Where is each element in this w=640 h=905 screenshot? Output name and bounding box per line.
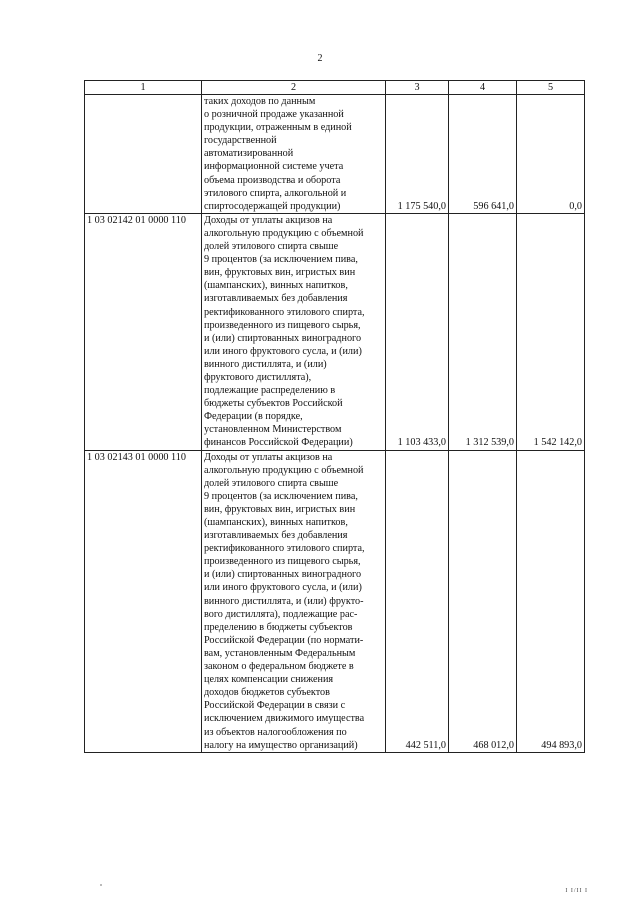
revenue-description bbox=[202, 213, 386, 450]
amount-column-3: 1 175 540,0 bbox=[386, 95, 449, 214]
description-line: таких доходов по данным bbox=[204, 96, 316, 107]
budget-revenue-table bbox=[84, 80, 585, 753]
description-line: налогу на имущество организаций) bbox=[204, 739, 358, 751]
amount-column-4: 596 641,0 bbox=[449, 95, 517, 214]
column-header: 2 bbox=[202, 81, 386, 95]
description-line: 9 процентов (за исключением пива, bbox=[204, 254, 358, 266]
description-line: автоматизированной bbox=[204, 148, 294, 160]
description-line: 9 процентов (за исключением пива, bbox=[204, 490, 358, 502]
description-line: финансов Российской Федерации) bbox=[204, 437, 353, 449]
description-line: винного дистиллята, и (или) bbox=[204, 358, 327, 370]
footer-mark: I I/II I bbox=[565, 888, 588, 894]
description-line: изготавливаемых без добавления bbox=[204, 293, 348, 305]
description-line: пределению в бюджеты субъектов bbox=[204, 621, 353, 633]
column-number-header-row bbox=[85, 81, 585, 95]
description-line: и (или) спиртованных виноградного bbox=[204, 569, 362, 581]
description-line: алкогольную продукцию с объемной bbox=[204, 464, 364, 476]
description-line: установленном Министерством bbox=[204, 424, 342, 436]
amount-column-4: 1 312 539,0 bbox=[449, 213, 517, 450]
description-line: о розничной продаже указанной bbox=[204, 109, 344, 121]
description-line: вого дистиллята), подлежащие рас- bbox=[204, 608, 358, 620]
description-line: (шампанских), винных напитков, bbox=[204, 280, 348, 292]
description-line: вам, установленным Федеральным bbox=[204, 647, 356, 659]
table-row bbox=[85, 213, 585, 450]
description-line: или иного фруктового сусла, и (или) bbox=[204, 582, 362, 594]
description-line: Доходы от уплаты акцизов на bbox=[204, 451, 333, 463]
budget-classification-code: 1 03 02142 01 0000 110 bbox=[85, 213, 202, 450]
description-line: исключением движимого имущества bbox=[204, 713, 365, 725]
amount-column-5: 0,0 bbox=[517, 95, 585, 214]
description-line: ректификованного этилового спирта, bbox=[204, 306, 365, 318]
description-line: фруктового дистиллята), bbox=[204, 371, 312, 383]
description-line: доходов бюджетов субъектов bbox=[204, 687, 330, 699]
description-line: Доходы от уплаты акцизов на bbox=[204, 214, 333, 226]
revenue-description bbox=[202, 95, 386, 214]
description-line: винного дистиллята, и (или) фрукто- bbox=[204, 595, 364, 607]
description-line: вин, фруктовых вин, игристых вин bbox=[204, 503, 356, 515]
description-line: или иного фруктового сусла, и (или) bbox=[204, 345, 362, 357]
description-line: ректификованного этилового спирта, bbox=[204, 543, 365, 555]
description-line: вин, фруктовых вин, игристых вин bbox=[204, 267, 356, 279]
description-line: государственной bbox=[204, 135, 277, 147]
revenue-description bbox=[202, 450, 386, 752]
column-header: 4 bbox=[449, 81, 517, 95]
description-line: Российской Федерации (по нормати- bbox=[204, 634, 364, 646]
budget-classification-code bbox=[85, 95, 202, 214]
description-line: и (или) спиртованных виноградного bbox=[204, 332, 362, 344]
description-line: этилового спирта, алкогольной и bbox=[204, 187, 347, 199]
description-line: произведенного из пищевого сырья, bbox=[204, 319, 361, 331]
amount-column-3: 442 511,0 bbox=[386, 450, 449, 752]
amount-column-3: 1 103 433,0 bbox=[386, 213, 449, 450]
description-line: Федерации (в порядке, bbox=[204, 411, 303, 423]
column-header: 1 bbox=[85, 81, 202, 95]
description-line: из объектов налогообложения по bbox=[204, 726, 347, 738]
table-row bbox=[85, 450, 585, 752]
description-line: объема производства и оборота bbox=[204, 174, 341, 186]
description-line: долей этилового спирта свыше bbox=[204, 241, 339, 253]
description-line: продукции, отраженным в единой bbox=[204, 122, 352, 134]
scan-speck bbox=[100, 884, 102, 886]
amount-column-5: 494 893,0 bbox=[517, 450, 585, 752]
description-line: произведенного из пищевого сырья, bbox=[204, 556, 361, 568]
description-line: подлежащие распределению в bbox=[204, 385, 336, 397]
description-line: спиртосодержащей продукции) bbox=[204, 200, 341, 212]
description-line: изготавливаемых без добавления bbox=[204, 530, 348, 542]
description-line: информационной системе учета bbox=[204, 161, 344, 173]
table-row bbox=[85, 95, 585, 214]
page-number: 2 bbox=[317, 53, 323, 64]
column-header: 5 bbox=[517, 81, 585, 95]
description-line: Российской Федерации в связи с bbox=[204, 700, 346, 712]
description-line: алкогольную продукцию с объемной bbox=[204, 227, 364, 239]
description-line: (шампанских), винных напитков, bbox=[204, 517, 348, 528]
amount-column-4: 468 012,0 bbox=[449, 450, 517, 752]
description-line: целях компенсации снижения bbox=[204, 674, 334, 686]
amount-column-5: 1 542 142,0 bbox=[517, 213, 585, 450]
budget-classification-code: 1 03 02143 01 0000 110 bbox=[85, 450, 202, 752]
description-line: долей этилового спирта свыше bbox=[204, 477, 339, 489]
description-line: бюджеты субъектов Российской bbox=[204, 398, 343, 410]
description-line: законом о федеральном бюджете в bbox=[204, 661, 354, 673]
column-header: 3 bbox=[386, 81, 449, 95]
